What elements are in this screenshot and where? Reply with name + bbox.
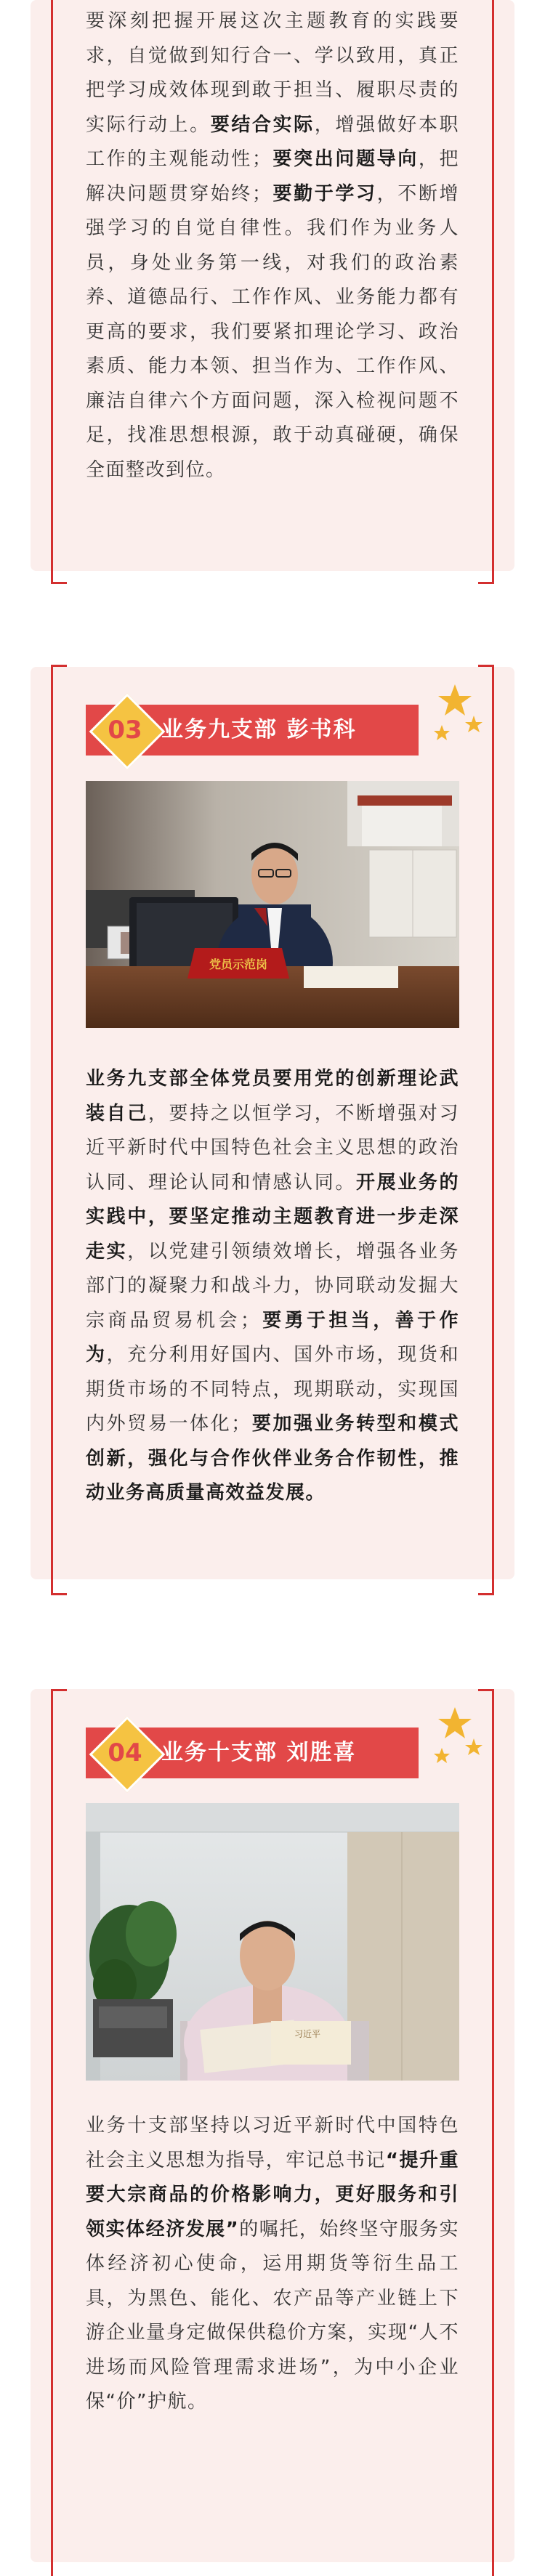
- section-3-photo: [86, 1803, 459, 2081]
- section-2-photo: [86, 781, 459, 1028]
- section-1-paragraph: 要深刻把握开展这次主题教育的实践要求，自觉做到知行合一、学以致用，真正把学习成效体现到敢于担当、履职尽责的实际行动上。要结合实际，增强做好本职工作的主观能动性；要突出问题导向，把解决问题贯穿始终；要勤于学习，不断增强学习的自觉自律性。我们作为业务人员，身处业务第一线，对我们的政治素养、道德品行、工作作风、业务能力都有更高的要求，我们要紧扣理论学习、政治素质、能力本领、担当作为、工作作风、廉洁自律六个方面问题，深入检视问题不足，找准思想根源，敢于动真碰硬，确保全面整改到位。: [86, 10, 459, 481]
- svg-text:习近平: 习近平: [294, 2029, 321, 2039]
- section-2-rail-cap-bottom-right: [478, 1593, 494, 1595]
- star-icon: [434, 1707, 483, 1763]
- section-2-number: 03: [108, 716, 142, 745]
- section-3-rail-cap-top-left: [51, 1689, 67, 1691]
- section-3-rail-right: [492, 1689, 494, 2576]
- section-1-rail-left: [51, 0, 53, 584]
- section-2-star-icons: [430, 683, 487, 748]
- nameplate-text: 党员示范岗: [209, 957, 268, 971]
- section-2-title: 业务九支部 彭书科: [161, 717, 357, 742]
- section-3-rail-left: [51, 1689, 53, 2576]
- star-icon: [434, 684, 483, 740]
- section-1-rail-cap-right: [478, 582, 494, 584]
- section-2-rail-cap-top-left: [51, 665, 67, 667]
- section-3-paragraph: 业务十支部坚持以习近平新时代中国特色社会主义思想为指导，牢记总书记“提升重要大宗商品的价格影响力，更好服务和引领实体经济发展”的嘱托，始终坚守服务实体经济初心使命，运用期货等衍生品工具，为黑色、能化、农产品等产业链上下游企业量身定做保供稳价方案，实现“人不进场而风险管理需求进场”，为中小企业保“价”护航。: [86, 2115, 459, 2413]
- section-1-rail-right: [492, 0, 494, 584]
- section-2-paragraph: 业务九支部全体党员要用党的创新理论武装自己，要持之以恒学习，不断增强对习近平新时代中国特色社会主义思想的政治认同、理论认同和情感认同。开展业务的实践中，要坚定推动主题教育进一步走深走实，以党建引领绩效增长，增强各业务部门的凝聚力和战斗力，协同联动发掘大宗商品贸易机会；要勇于担当，善于作为，充分利用好国内、国外市场，现货和期货市场的不同特点，现期联动，实现国内外贸易一体化；要加强业务转型和模式创新，强化与合作伙伴业务合作韧性，推动业务高质量高效益发展。: [86, 1068, 459, 1504]
- section-3-star-icons: [430, 1706, 487, 1771]
- section-1-rail-cap-left: [51, 582, 67, 584]
- section-3-title: 业务十支部 刘胜喜: [161, 1740, 357, 1765]
- section-3-number: 04: [108, 1738, 142, 1767]
- section-2-rail-left: [51, 665, 53, 1595]
- section-2-rail-cap-bottom-left: [51, 1593, 67, 1595]
- section-2-rail-right: [492, 665, 494, 1595]
